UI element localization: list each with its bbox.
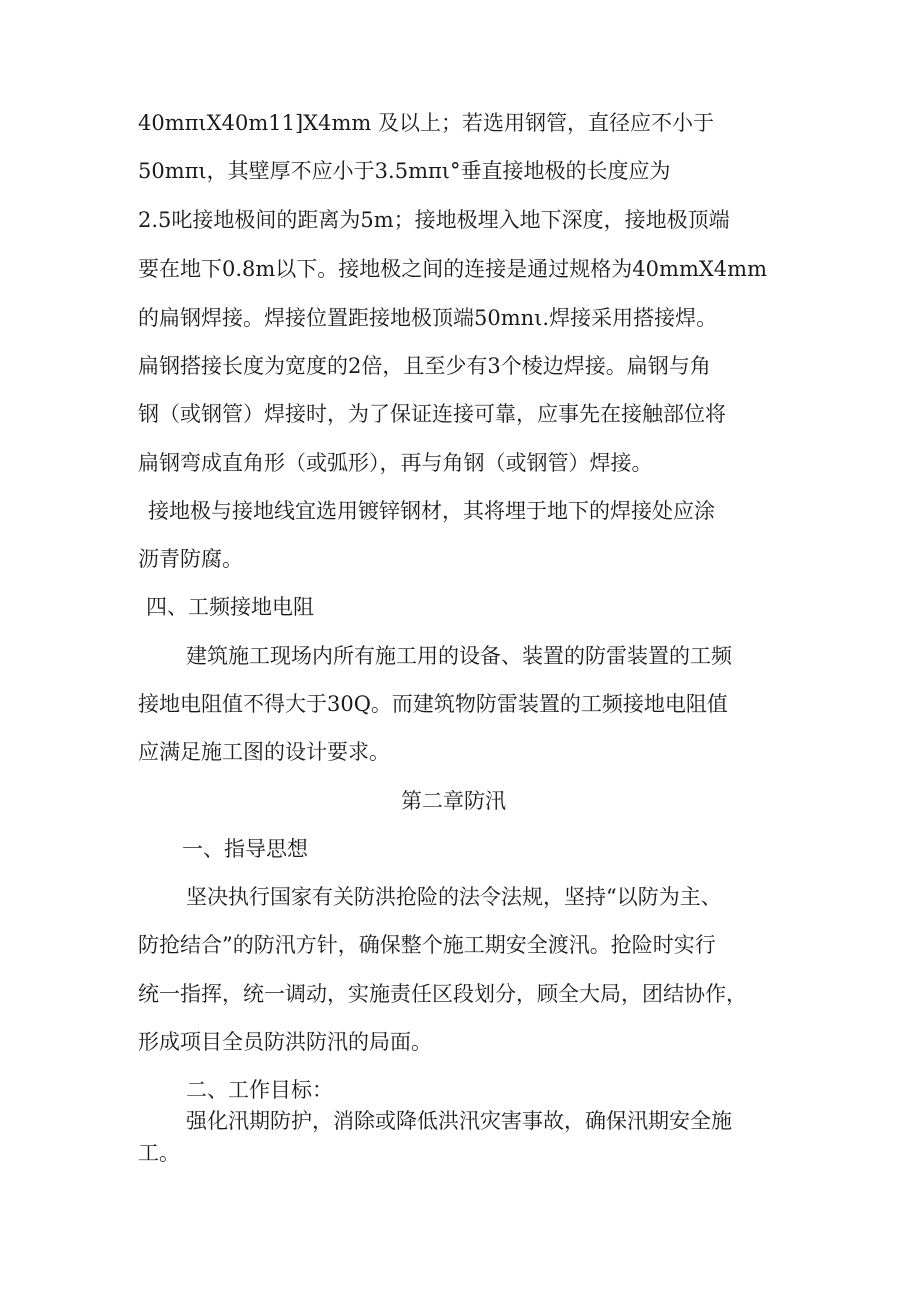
text-line: 50mπι，其壁厚不应小于3.5mπι°垂直接地极的长度应为: [138, 159, 671, 183]
text-line: 防抢结合”的防汛方针，确保整个施工期安全渡汛。抢险时实行: [138, 933, 716, 957]
text-line: 扁钢弯成直角形（或弧形），再与角钢（或钢管）焊接。: [138, 451, 653, 475]
text-line: 要在地下0.8m以下。接地极之间的连接是通过规格为40mmX4mm: [138, 257, 767, 281]
text-line: 形成项目全员防洪防汛的局面。: [138, 1030, 432, 1054]
section-heading: 二、工作目标：: [186, 1078, 333, 1102]
chapter-title: 第二章防汛: [401, 789, 506, 813]
text-line: 2.5叱接地极间的距离为5m；接地极埋入地下深度，接地极顶端: [138, 208, 730, 232]
text-line: 强化汛期防护，消除或降低洪汛灾害事故，确保汛期安全施: [186, 1109, 732, 1133]
text-line: 工。: [138, 1141, 180, 1165]
section-heading: 一、指导思想: [182, 837, 308, 861]
text-line: 应满足施工图的设计要求。: [138, 740, 390, 764]
text-line: 钢（或钢管）焊接时，为了保证连接可靠，应事先在接触部位将: [138, 402, 726, 426]
text-line: 的扁钢焊接。焊接位置距接地极顶端50mnι.焊接采用搭接焊。: [138, 306, 718, 330]
text-line: 统一指挥，统一调动，实施责任区段划分，顾全大局，团结协作，: [138, 982, 747, 1006]
text-line: 40mπιX40m11]X4mm 及以上；若选用钢管，直径应不小于: [138, 111, 714, 135]
text-line: 扁钢搭接长度为宽度的2倍，且至少有3个棱边焊接。扁钢与角: [138, 354, 711, 378]
text-line: 接地极与接地线宜选用镀锌钢材，其将埋于地下的焊接处应涂: [148, 499, 715, 523]
text-line: 接地电阻值不得大于30Q。而建筑物防雷装置的工频接地电阻值: [138, 692, 728, 716]
text-line: 坚决执行国家有关防洪抢险的法令法规，坚持“以防为主、: [186, 885, 722, 909]
text-line: 建筑施工现场内所有施工用的设备、装置的防雷装置的工频: [186, 644, 732, 668]
text-line: 沥青防腐。: [138, 547, 243, 571]
section-heading: 四、工频接地电阻: [146, 595, 314, 619]
